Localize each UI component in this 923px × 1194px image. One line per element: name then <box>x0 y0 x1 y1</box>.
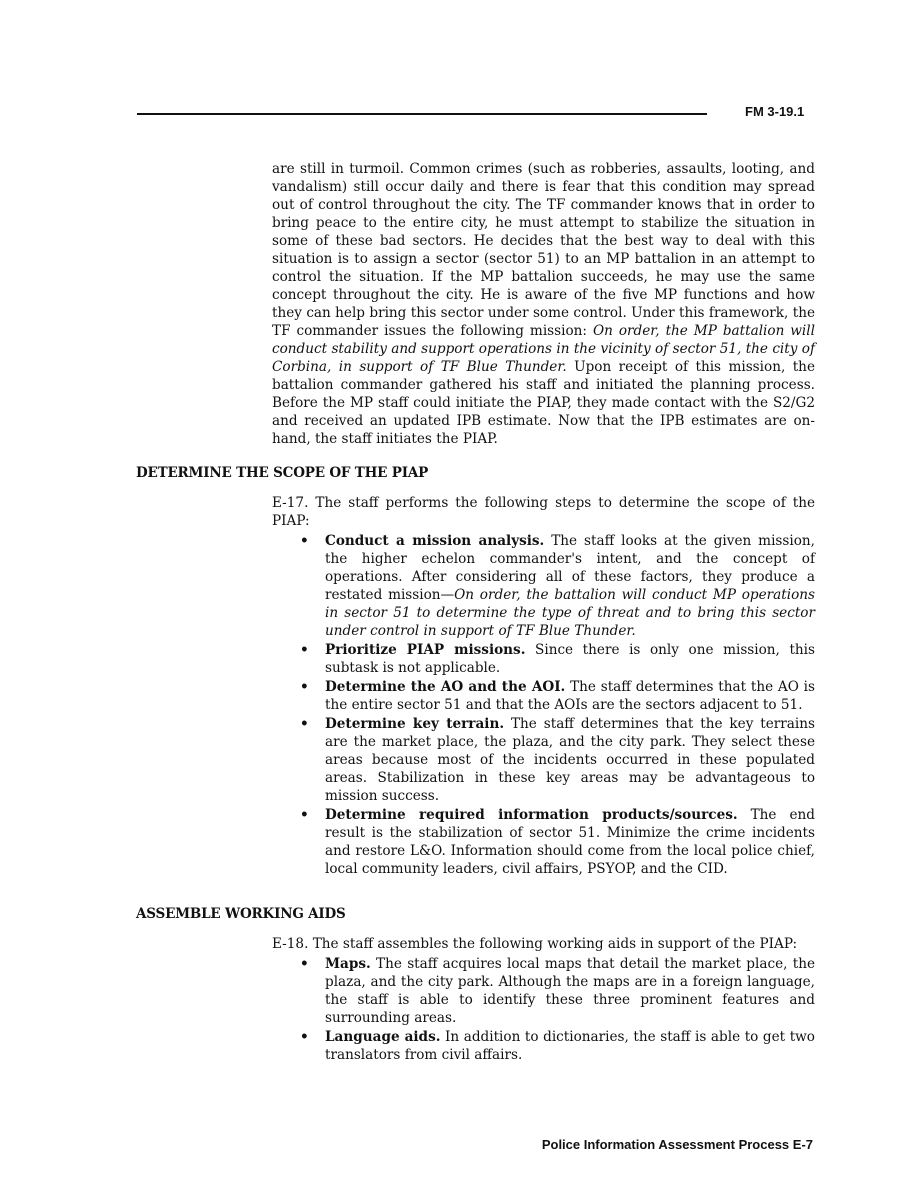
intro-paragraph <box>272 160 815 448</box>
bullet-text: Since there is only one mission, this subtask is not applicable. <box>325 642 816 676</box>
bullet-title: Determine required information products/sources. <box>325 807 738 823</box>
bullet-icon: • <box>300 807 309 823</box>
mission-statement: On order, the MP battalion will conduct stability and support operations in the vicinity of sector 51, the city of Corbina, in support of TF Blue Thunder. <box>272 323 815 375</box>
bullet-title: Maps. <box>325 956 371 972</box>
intro-text-after: Upon receipt of this mission, the battalion commander gathered his staff and initiated the planning process. Before the MP staff could initiate the PIAP, they made contact with the S2/G2 and received an updated IPB estimate. Now that the IPB estimates are on-hand, the staff initiates the PIAP. <box>272 359 815 447</box>
list-item <box>298 641 815 677</box>
page-footer: Police Information Assessment Process E-7 <box>541 1137 813 1152</box>
intro-text-before: are still in turmoil. Common crimes (such as robberies, assaults, looting, and vandalism) still occur daily and there is fear that this condition may spread out of control throughout the city. The TF commander knows that in order to bring peace to the entire city, he must attempt to stabilize the situation in some of these bad sectors. He decides that the best way to deal with this situation is to assign a sector (sector 51) to an MP battalion in an attempt to control the situation. If the MP battalion succeeds, he may use the same concept throughout the city. He is aware of the five MP functions and how they can help bring this sector under some control. Under this framework, the TF commander issues the following mission: <box>272 161 815 339</box>
scope-steps-list <box>298 532 815 879</box>
bullet-italic: On order, the battalion will conduct MP operations in sector 51 to determine the type of threat and to bring this sector under control in support of TF Blue Thunder. <box>325 587 815 639</box>
header-rule <box>137 113 707 115</box>
bullet-icon: • <box>300 956 309 972</box>
list-item <box>298 1028 815 1064</box>
paragraph-e17: E-17. The staff performs the following steps to determine the scope of the PIAP: <box>272 495 815 529</box>
bullet-icon: • <box>300 679 309 695</box>
bullet-text: The staff determines that the key terrains are the market place, the plaza, and the city park. They select these areas because most of the incidents occurred in these populated areas. Stabilization in these key areas may be advantageous to mission success. <box>325 716 815 804</box>
bullet-title: Determine the AO and the AOI. <box>325 679 566 695</box>
list-item <box>298 678 815 714</box>
bullet-icon: • <box>300 533 309 549</box>
bullet-title: Prioritize PIAP missions. <box>325 642 526 658</box>
list-item <box>298 715 815 805</box>
bullet-icon: • <box>300 642 309 658</box>
bullet-icon: • <box>300 716 309 732</box>
bullet-title: Determine key terrain. <box>325 716 505 732</box>
list-item <box>298 532 815 640</box>
list-item <box>298 806 815 878</box>
list-item <box>298 955 815 1027</box>
document-id: FM 3-19.1 <box>745 104 805 119</box>
paragraph-e18: E-18. The staff assembles the following working aids in support of the PIAP: <box>272 936 798 952</box>
bullet-title: Conduct a mission analysis. <box>325 533 545 549</box>
section-heading-working-aids: ASSEMBLE WORKING AIDS <box>136 906 346 922</box>
bullet-title: Language aids. <box>325 1029 441 1045</box>
working-aids-list <box>298 955 815 1065</box>
bullet-text: The end result is the stabilization of sector 51. Minimize the crime incidents and restore L&O. Information should come from the local police chief, local community leaders, civil affairs, PSYOP, and the CID. <box>325 807 815 877</box>
bullet-text: The staff looks at the given mission, the higher echelon commander's intent, and the concept of operations. After considering all of these factors, they produce a restated mission— <box>325 533 815 603</box>
bullet-icon: • <box>300 1029 309 1045</box>
section-heading-scope: DETERMINE THE SCOPE OF THE PIAP <box>136 465 429 481</box>
bullet-text: The staff acquires local maps that detail the market place, the plaza, and the city park. Although the maps are in a foreign language, the staff is able to identify these three prominent features and surrounding areas. <box>325 956 815 1026</box>
bullet-text: In addition to dictionaries, the staff is able to get two translators from civil affairs. <box>325 1029 815 1063</box>
bullet-text: The staff determines that the AO is the entire sector 51 and that the AOIs are the sectors adjacent to 51. <box>325 679 815 713</box>
